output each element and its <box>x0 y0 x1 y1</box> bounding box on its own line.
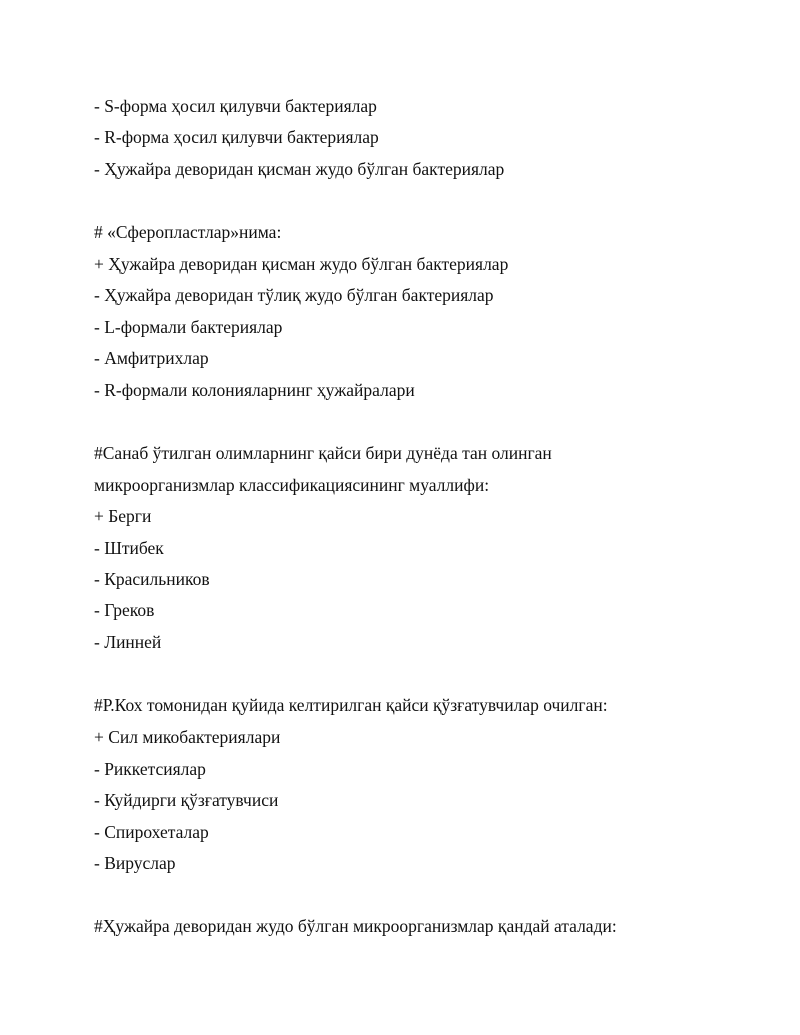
answer-option: - Греков <box>94 600 155 620</box>
answer-option: - Спирохеталар <box>94 822 209 842</box>
answer-option: - R-формали колонияларнинг ҳужайралари <box>94 380 415 400</box>
answer-option: - S-форма ҳосил қилувчи бактериялар <box>94 96 377 116</box>
answer-option: - L-формали бактериялар <box>94 317 283 337</box>
correct-answer: + Берги <box>94 506 152 526</box>
answer-option: - Вируслар <box>94 853 176 873</box>
question-heading: # «Сферопластлар»нима: <box>94 222 282 242</box>
answer-option: - Риккетсиялар <box>94 759 206 779</box>
question-heading: #Санаб ўтилган олимларнинг қайси бири дунёда тан олинган <box>94 443 552 463</box>
answer-option: - Ҳужайра деворидан қисман жудо бўлган бактериялар <box>94 159 505 179</box>
answer-option: - R-форма ҳосил қилувчи бактериялар <box>94 127 379 147</box>
answer-option: - Штибек <box>94 538 164 558</box>
answer-option: - Амфитрихлар <box>94 348 209 368</box>
answer-option: - Куйдирги қўзғатувчиси <box>94 790 279 810</box>
answer-option: - Красильников <box>94 569 210 589</box>
answer-option: - Линней <box>94 632 162 652</box>
question-heading-continued: микроорганизмлар классификациясининг муаллифи: <box>94 475 490 495</box>
answer-option: - Ҳужайра деворидан тўлиқ жудо бўлган бактериялар <box>94 285 494 305</box>
question-heading: #Ҳужайра деворидан жудо бўлган микроорганизмлар қандай аталади: <box>94 916 617 936</box>
correct-answer: + Сил микобактериялари <box>94 727 281 747</box>
question-heading: #Р.Кох томонидан қуйида келтирилган қайси қўзғатувчилар очилган: <box>94 695 608 715</box>
correct-answer: + Ҳужайра деворидан қисман жудо бўлган бактериялар <box>94 254 509 274</box>
